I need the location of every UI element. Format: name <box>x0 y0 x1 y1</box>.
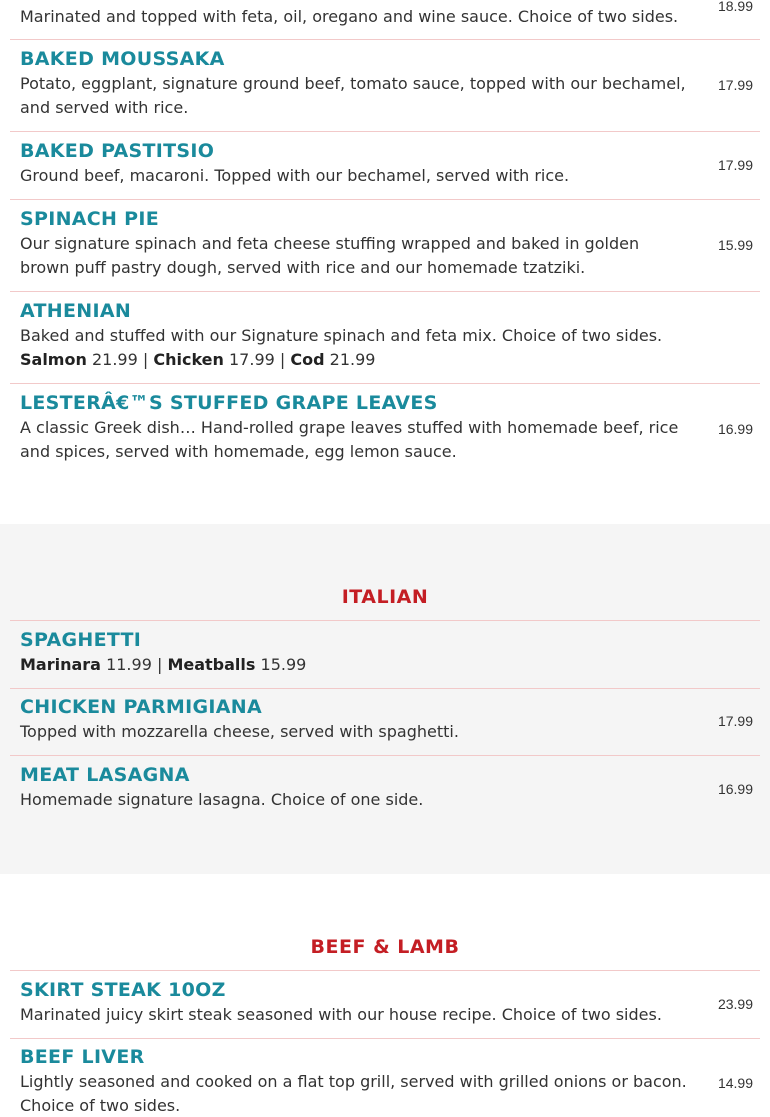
item-price: 16.99 <box>717 421 753 437</box>
italian-section <box>0 524 770 874</box>
item-description: Baked and stuffed with our Signature spinach and feta mix. Choice of two sides. <box>20 326 663 345</box>
menu-item <box>10 292 760 384</box>
item-name: LESTERÂ€™S STUFFED GRAPE LEAVES <box>20 392 438 414</box>
item-name: SPINACH PIE <box>20 208 160 230</box>
menu-item <box>10 1038 760 1117</box>
menu-item <box>10 970 760 1039</box>
menu-item <box>10 620 760 689</box>
option-price: 21.99 <box>329 350 376 369</box>
item-name: BAKED MOUSSAKA <box>20 48 225 70</box>
beef-lamb-section <box>0 874 770 1117</box>
option-price: 21.99 <box>91 350 138 369</box>
item-description: Ground beef, macaroni. Topped with our bechamel, served with rice. <box>20 166 570 185</box>
item-price: 23.99 <box>717 996 753 1012</box>
option-separator: | <box>142 350 149 369</box>
item-description: A classic Greek dish… Hand-rolled grape leaves stuffed with homemade beef, rice and spices, served with homemade, egg lemon sauce. <box>20 418 679 461</box>
item-name: SKIRT STEAK 10OZ <box>20 979 226 1001</box>
item-options <box>20 653 690 677</box>
option-label: Cod <box>290 350 325 369</box>
option-price: 11.99 <box>106 655 152 674</box>
menu-item <box>10 384 760 475</box>
menu-item <box>10 0 760 40</box>
item-description: Marinated juicy skirt steak seasoned with our house recipe. Choice of two sides. <box>20 1005 662 1024</box>
section-title: ITALIAN <box>341 586 429 608</box>
menu-item <box>10 688 760 756</box>
option-price: 17.99 <box>229 350 275 369</box>
item-price: 17.99 <box>717 157 753 173</box>
item-name: MEAT LASAGNA <box>20 764 190 786</box>
item-name: ATHENIAN <box>20 300 132 322</box>
option-label: Chicken <box>153 350 224 369</box>
item-description: Marinated and topped with feta, oil, oregano and wine sauce. Choice of two sides. <box>20 7 679 26</box>
menu-item <box>10 40 760 132</box>
item-description: Topped with mozzarella cheese, served with spaghetti. <box>20 722 459 741</box>
option-separator: | <box>156 655 163 674</box>
item-description: Lightly seasoned and cooked on a flat top grill, served with grilled onions or bacon. Choice of two sides. <box>20 1072 687 1115</box>
item-price: 18.99 <box>717 0 753 14</box>
menu-item <box>10 200 760 292</box>
option-label: Marinara <box>20 655 101 674</box>
item-price: 17.99 <box>717 713 753 729</box>
greek-section <box>0 0 770 524</box>
option-price: 15.99 <box>260 655 307 674</box>
option-separator: | <box>279 350 286 369</box>
item-price: 14.99 <box>717 1075 753 1091</box>
menu-item <box>10 132 760 200</box>
item-name: SPAGHETTI <box>20 629 142 651</box>
option-label: Meatballs <box>167 655 256 674</box>
item-name: BAKED PASTITSIO <box>20 140 215 162</box>
item-description: Homemade signature lasagna. Choice of one side. <box>20 790 424 809</box>
option-label: Salmon <box>20 350 87 369</box>
item-price: 17.99 <box>717 77 753 93</box>
item-price: 16.99 <box>717 781 753 797</box>
item-options <box>20 348 690 372</box>
item-description: Our signature spinach and feta cheese stuffing wrapped and baked in golden brown puff pastry dough, served with rice and our homemade tzatziki. <box>20 234 640 277</box>
item-name: CHICKEN PARMIGIANA <box>20 696 262 718</box>
item-description: Potato, eggplant, signature ground beef, tomato sauce, topped with our bechamel, and served with rice. <box>20 74 686 117</box>
item-name: BEEF LIVER <box>20 1046 145 1068</box>
menu-item <box>10 756 760 823</box>
section-title: BEEF & LAMB <box>310 936 460 958</box>
item-price: 15.99 <box>717 237 753 253</box>
